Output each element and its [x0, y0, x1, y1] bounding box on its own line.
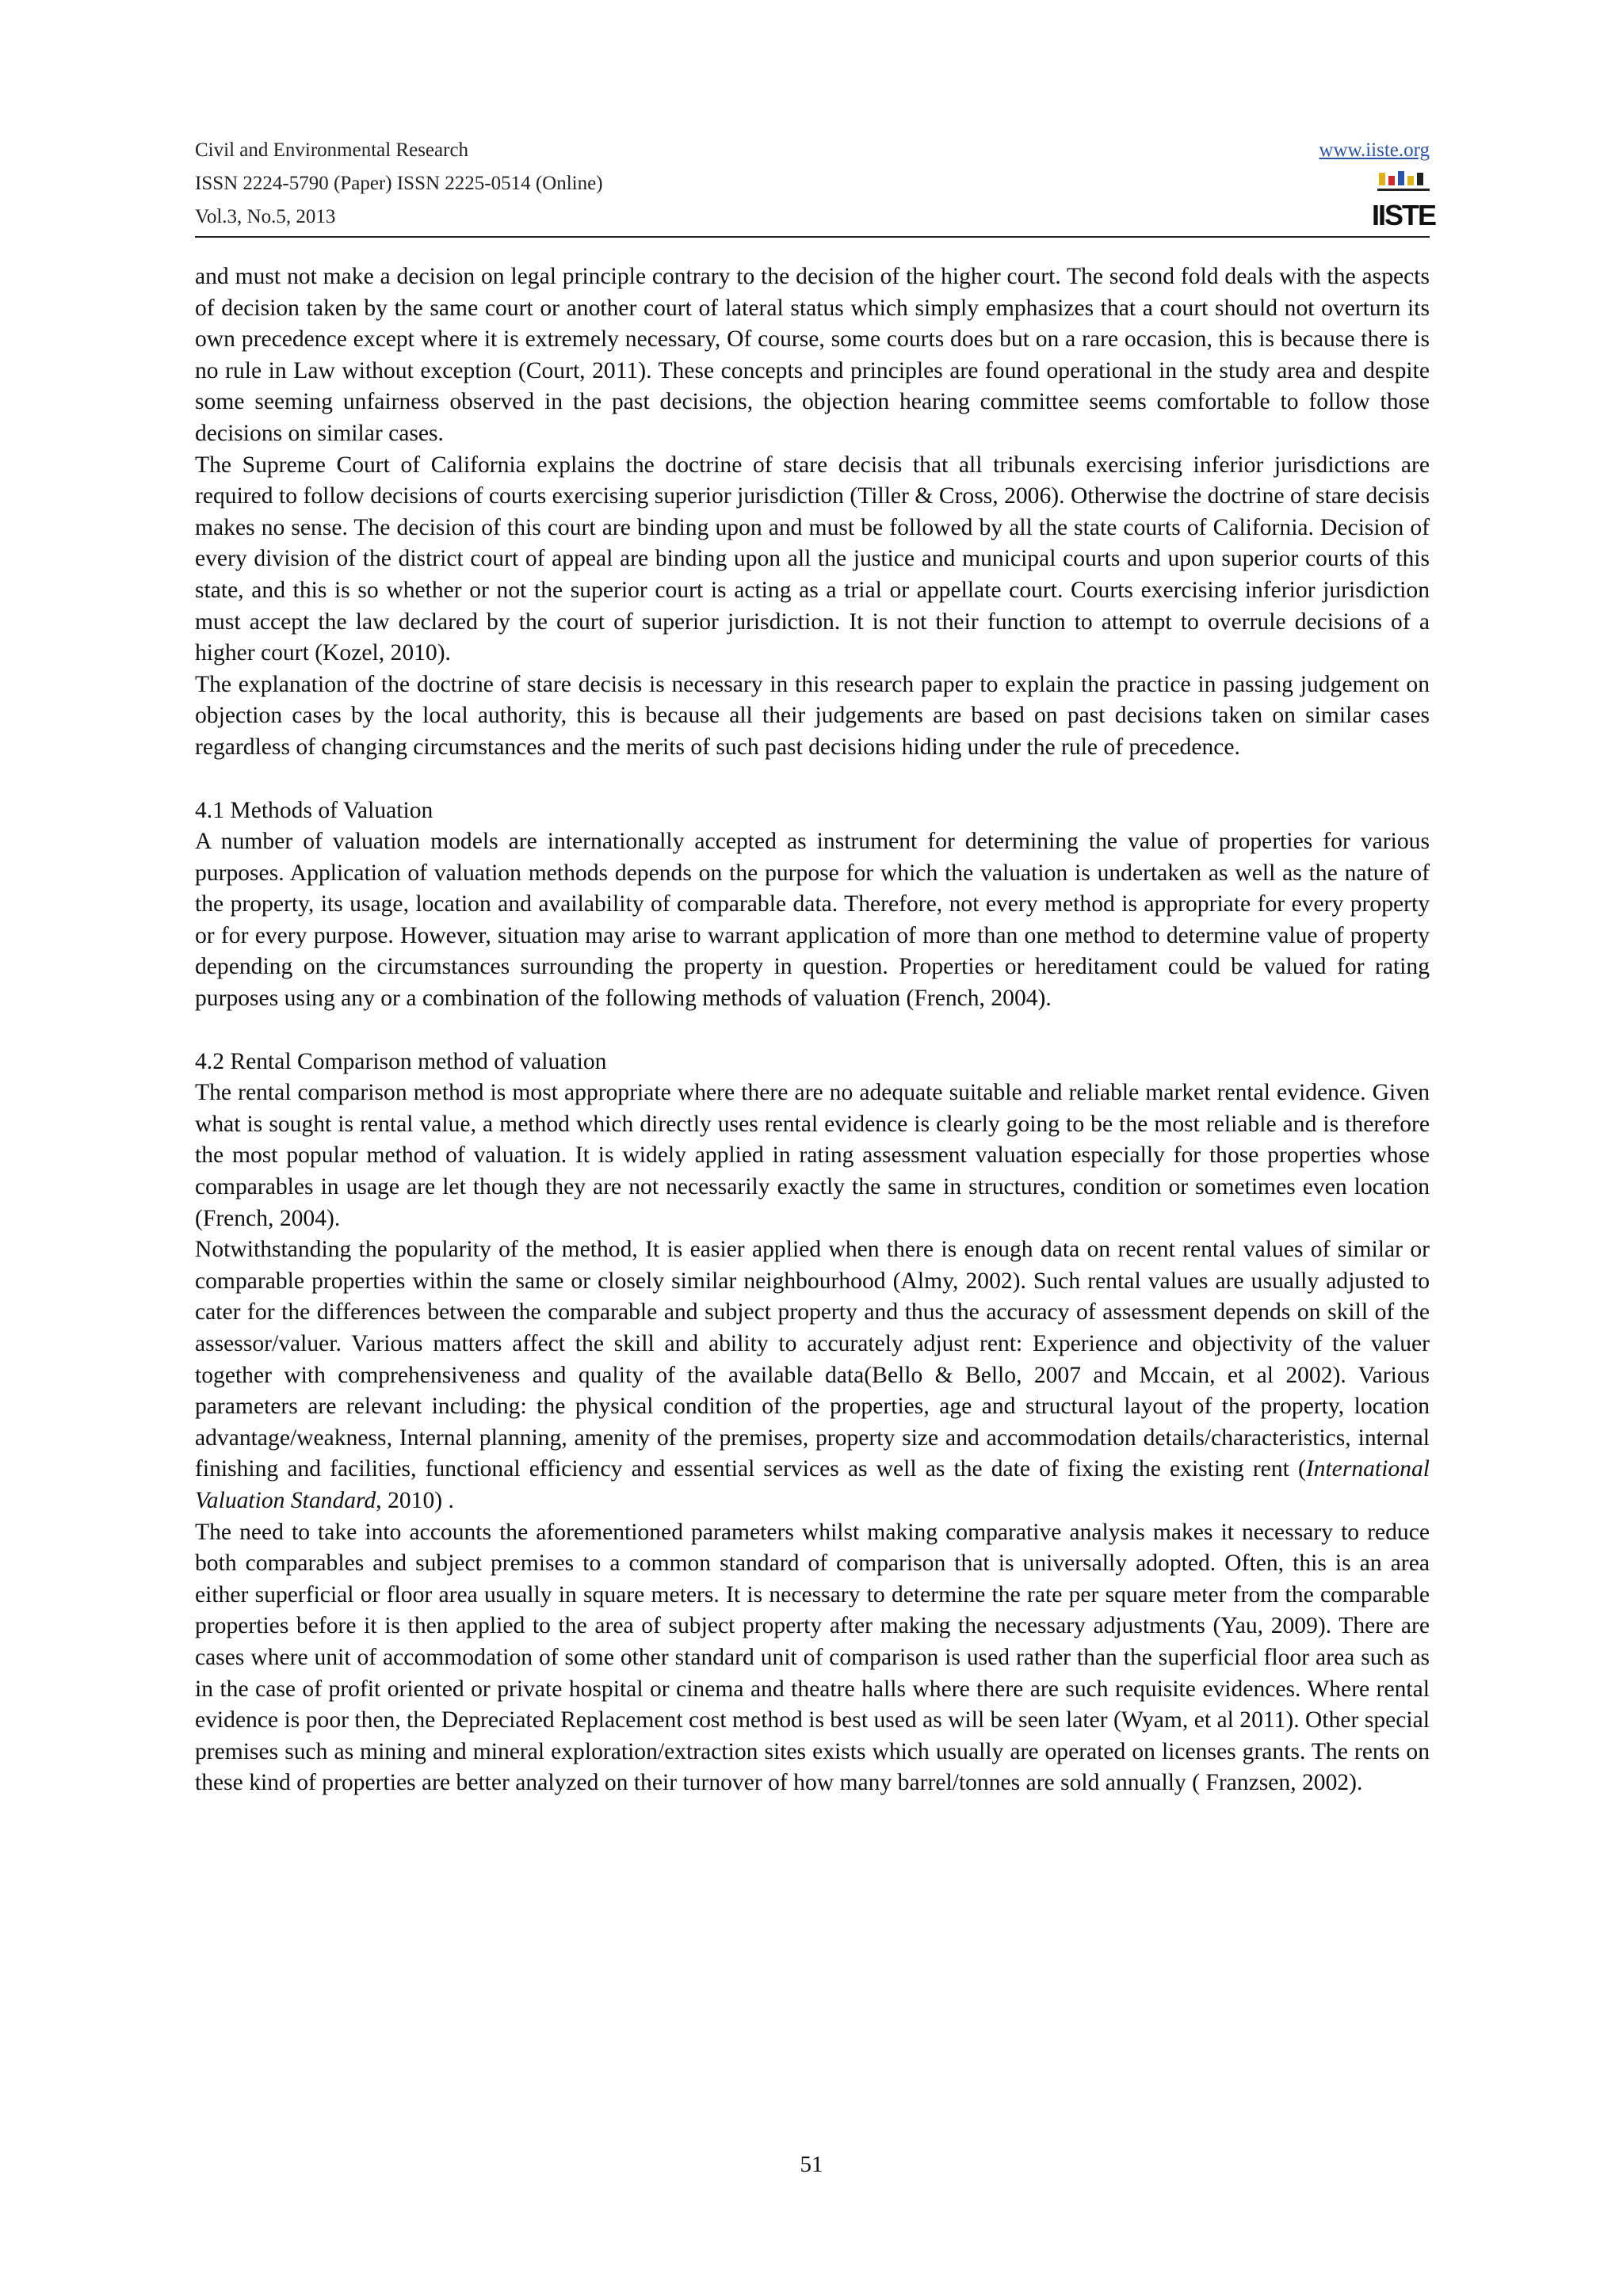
spacer	[195, 1015, 1430, 1047]
paragraph: The rental comparison method is most appropriate where there are no adequate suitable and reliable market rental evidence. Given what is sought is rental value, a method which directly uses rental evidence is clearly going to be the most reliable and is therefore the most popular method of valuation. It is widely applied in rating assessment valuation especially for those properties whose comparables in usage are let though they are not necessarily exactly the same in structures, condition or sometimes even location (French, 2004).	[195, 1080, 1430, 1231]
paragraph-text: , 2010) .	[376, 1487, 454, 1513]
journal-volume: Vol.3, No.5, 2013	[195, 206, 336, 227]
paragraph: and must not make a decision on legal principle contrary to the decision of the higher court. The second fold deals with the aspects of decision taken by the same court or another court of lateral status which simply emphasizes that a court should not overturn its own precedence except where it is extremely necessary, Of course, some courts does but on a rare occasion, this is because there is no rule in Law without exception (Court, 2011). These concepts and principles are found operational in the study area and despite some seeming unfairness observed in the past decisions, the objection hearing committee seems comfortable to follow those decisions on similar cases.	[195, 264, 1430, 446]
paragraph: The explanation of the doctrine of stare decisis is necessary in this research paper to explain the practice in passing judgement on objection cases by the local authority, this is because all their judgements are based on past decisions taken on similar cases regardless of changing circumstances and the merits of such past decisions hiding under the rule of precedence.	[195, 671, 1430, 760]
iiste-logo-icon	[1371, 171, 1436, 231]
svg-text:IISTE: IISTE	[1371, 199, 1436, 231]
paragraph-text: Notwithstanding the popularity of the method, It is easier applied when there is enough data on recent rental values of similar or comparable properties within the same or closely similar neighbourhood (Almy, 2002). Such rental values are usually adjusted to cater for the differences between the comparable and subject property and thus the accuracy of assessment depends on skill of the assessor/valuer. Various matters affect the skill and ability to accurately adjust rent: Experience and objectivity of the valuer together with comprehensiveness and quality of the available data(Bello & Bello, 2007 and Mccain, et al 2002). Various parameters are relevant including: the physical condition of the properties, age and structural layout of the property, location advantage/weakness, Internal planning, amenity of the premises, property size and accommodation details/characteristics, internal finishing and facilities, functional efficiency and essential services as well as the date of fixing the existing rent (	[195, 1237, 1430, 1482]
paragraph: A number of valuation models are internationally accepted as instrument for determining the value of properties for various purposes. Application of valuation methods depends on the purpose for which the valuation is undertaken as well as the nature of the property, its usage, location and availability of comparable data. Therefore, not every method is appropriate for every property or for every purpose. However, situation may arise to warrant application of more than one method to determine value of property depending on the circumstances surrounding the property in question. Properties or hereditament could be valued for rating purposes using any or a combination of the following methods of valuation (French, 2004).	[195, 829, 1430, 1012]
paragraph-with-citation	[195, 1234, 1430, 1516]
journal-issn: ISSN 2224-5790 (Paper) ISSN 2225-0514 (Online)	[195, 173, 603, 194]
spacer	[195, 764, 1430, 795]
section-heading-4-2: 4.2 Rental Comparison method of valuation	[195, 1048, 607, 1074]
article-body	[195, 261, 1430, 1799]
journal-name: Civil and Environmental Research	[195, 139, 469, 161]
journal-url-link[interactable]: www.iiste.org	[1319, 139, 1430, 161]
page-number: 51	[800, 2152, 823, 2177]
section-heading-4-1: 4.1 Methods of Valuation	[195, 797, 433, 823]
italic-citation: International Valuation Standard	[195, 1456, 1430, 1513]
paragraph: The need to take into accounts the aforementioned parameters whilst making comparative analysis makes it necessary to reduce both comparables and subject premises to a common standard of comparison that is universally adopted. Often, this is an area either superficial or floor area usually in square meters. It is necessary to determine the rate per square meter from the comparable properties before it is then applied to the area of subject property after making the necessary adjustments (Yau, 2009). There are cases where unit of accommodation of some other standard unit of comparison is used rather than the superficial floor area such as in the case of profit oriented or private hospital or cinema and theatre halls where there are such requisite evidences. Where rental evidence is poor then, the Depreciated Replacement cost method is best used as will be seen later (Wyam, et al 2011). Other special premises such as mining and mineral exploration/extraction sites exists which usually are operated on licenses grants. The rents on these kind of properties are better analyzed on their turnover of how many barrel/tonnes are sold annually ( Franzsen, 2002).	[195, 1519, 1430, 1796]
paragraph: The Supreme Court of California explains the doctrine of stare decisis that all tribunals exercising inferior jurisdictions are required to follow decisions of courts exercising superior jurisdiction (Tiller & Cross, 2006). Otherwise the doctrine of stare decisis makes no sense. The decision of this court are binding upon and must be followed by all the state courts of California. Decision of every division of the district court of appeal are binding upon all the justice and municipal courts and upon superior courts of this state, and this is so whether or not the superior court is acting as a trial or appellate court. Courts exercising inferior jurisdiction must accept the law declared by the court of superior jurisdiction. It is not their function to attempt to overrule decisions of a higher court (Kozel, 2010).	[195, 452, 1430, 666]
header-divider	[195, 236, 1430, 238]
journal-header	[195, 135, 1436, 238]
